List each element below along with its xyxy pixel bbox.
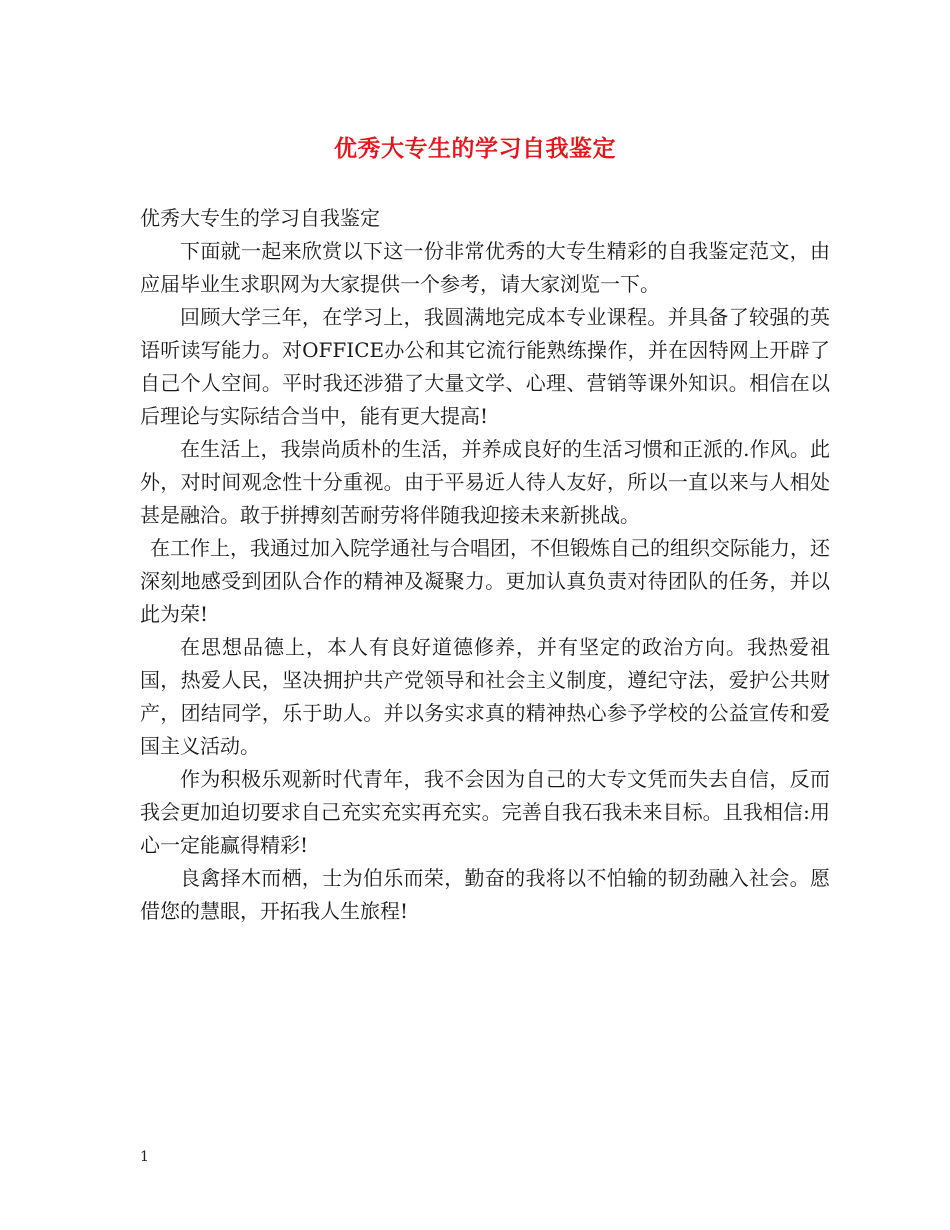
paragraph-confidence: 作为积极乐观新时代青年，我不会因为自己的大专文凭而失去自信，反而我会更加迫切要求自己充实充实再充实。完善自我石我未来目标。且我相信:用心一定能赢得精彩!	[140, 767, 830, 857]
page-number: 1	[140, 1149, 149, 1165]
paragraph-intro: 下面就一起来欣赏以下这一份非常优秀的大专生精彩的自我鉴定范文，由应届毕业生求职网为大家提供一个参考，请大家浏览一下。	[140, 239, 830, 296]
paragraph-life: 在生活上，我崇尚质朴的生活，并养成良好的生活习惯和正派的.作风。此外，对时间观念性十分重视。由于平易近人待人友好，所以一直以来与人相处甚是融洽。敢于拼搏刻苦耐劳将伴随我迎接未来新挑战。	[140, 437, 830, 527]
document-body	[140, 202, 830, 928]
paragraph-work: 在工作上，我通过加入院学通社与合唱团，不但锻炼自己的组织交际能力，还深刻地感受到团队合作的精神及凝聚力。更加认真负责对待团队的任务，并以此为荣!	[140, 536, 830, 626]
document-title: 优秀大专生的学习自我鉴定	[334, 135, 616, 162]
paragraph-study: 回顾大学三年，在学习上，我圆满地完成本专业课程。并具备了较强的英语听读写能力。对OFFICE办公和其它流行能熟练操作，并在因特网上开辟了自己个人空间。平时我还涉猎了大量文学、心理、营销等课外知识。相信在以后理论与实际结合当中，能有更大提高!	[140, 305, 830, 428]
paragraph-morality: 在思想品德上，本人有良好道德修养，并有坚定的政治方向。我热爱祖国，热爱人民，坚决拥护共产党领导和社会主义制度，遵纪守法，爱护公共财产，团结同学，乐于助人。并以务实求真的精神热心参予学校的公益宣传和爱国主义活动。	[140, 635, 830, 758]
paragraph-subtitle: 优秀大专生的学习自我鉴定	[140, 206, 380, 230]
paragraph-closing: 良禽择木而栖，士为伯乐而荣，勤奋的我将以不怕输的韧劲融入社会。愿借您的慧眼，开拓我人生旅程!	[140, 866, 830, 923]
